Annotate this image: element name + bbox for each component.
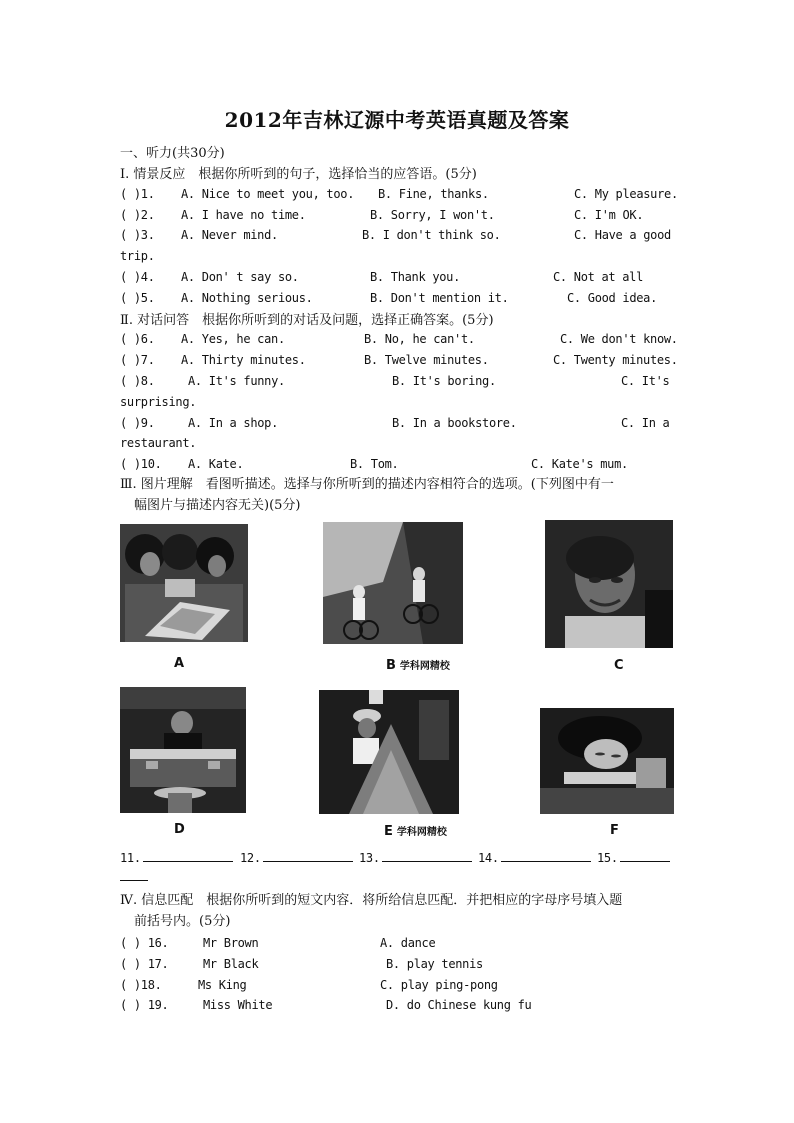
q3-option-c-continued: trip. [120, 249, 155, 263]
q8-option-c-continued: surprising. [120, 395, 197, 409]
part4-heading: Ⅳ. 信息匹配 根据你所听到的短文内容．将所给信息匹配．并把相应的字母序号填入题 [120, 893, 623, 908]
part3-heading-line2: 幅图片与描述内容无关)(5分) [134, 498, 301, 513]
part1-heading: Ⅰ. 情景反应 根据你所听到的句子，选择恰当的应答语。(5分) [120, 167, 477, 182]
q19-number: ( ) 19. [120, 998, 169, 1012]
q6-option-c: C. We don't know. [560, 332, 678, 346]
q7-option-b: B. Twelve minutes. [364, 353, 489, 367]
q2-number: ( )2. [120, 208, 155, 222]
picture-a-label: A [174, 656, 185, 671]
picture-b-label: B 学科网精校 [386, 658, 450, 673]
answer-blank-15[interactable]: 15. [597, 849, 670, 865]
q7-number: ( )7. [120, 353, 155, 367]
q16-number: ( ) 16. [120, 936, 169, 950]
q1-number: ( )1. [120, 187, 155, 201]
q17-option: B. play tennis [386, 957, 483, 971]
page-title: 2012年吉林辽源中考英语真题及答案 [224, 108, 570, 132]
q19-option: D. do Chinese kung fu [386, 998, 532, 1012]
section-heading-listening: 一、听力(共30分) [120, 146, 225, 161]
q8-option-b: B. It's boring. [392, 374, 496, 388]
q7-option-a: A. Thirty minutes. [181, 353, 306, 367]
q10-option-c: C. Kate's mum. [531, 457, 628, 471]
q4-option-a: A. Don' t say so. [181, 270, 299, 284]
picture-d [120, 687, 246, 813]
q16-name: Mr Brown [203, 936, 259, 950]
q9-option-c: C. In a [621, 416, 670, 430]
q9-option-c-continued: restaurant. [120, 436, 197, 450]
q17-name: Mr Black [203, 957, 259, 971]
picture-c-label: C [614, 658, 624, 673]
q6-option-a: A. Yes, he can. [181, 332, 285, 346]
q8-option-c: C. It's [621, 374, 670, 388]
picture-e [319, 690, 459, 814]
q7-option-c: C. Twenty minutes. [553, 353, 678, 367]
part3-heading: Ⅲ. 图片理解 看图听描述。选择与你所听到的描述内容相符合的选项。(下列图中有一 [120, 477, 614, 492]
q4-number: ( )4. [120, 270, 155, 284]
q16-option: A. dance [380, 936, 436, 950]
q2-option-c: C. I'm OK. [574, 208, 644, 222]
picture-e-label: E 学科网精校 [384, 824, 447, 839]
q10-option-a: A. Kate. [188, 457, 244, 471]
answer-blank-13[interactable]: 13. [359, 849, 472, 865]
q9-number: ( )9. [120, 416, 155, 430]
q5-number: ( )5. [120, 291, 155, 305]
picture-f [540, 708, 674, 814]
q19-name: Miss White [203, 998, 273, 1012]
part2-heading: Ⅱ. 对话问答 根据你所听到的对话及问题，选择正确答案。(5分) [120, 313, 494, 328]
q8-number: ( )8. [120, 374, 155, 388]
picture-e-watermark: 学科网精校 [396, 827, 447, 838]
q3-option-a: A. Never mind. [181, 228, 278, 242]
q6-option-b: B. No, he can't. [364, 332, 475, 346]
q17-number: ( ) 17. [120, 957, 169, 971]
q5-option-a: A. Nothing serious. [181, 291, 313, 305]
q9-option-a: A. In a shop. [188, 416, 279, 430]
picture-b [323, 522, 463, 644]
picture-a [120, 524, 248, 642]
q10-number: ( )10. [120, 457, 162, 471]
q3-option-c: C. Have a good [574, 228, 671, 242]
q5-option-c: C. Good idea. [567, 291, 658, 305]
answer-blank-12[interactable]: 12. [240, 849, 353, 865]
picture-f-label: F [610, 823, 619, 838]
q3-option-b: B. I don't think so. [362, 228, 501, 242]
q1-option-c: C. My pleasure. [574, 187, 678, 201]
q8-option-a: A. It's funny. [188, 374, 285, 388]
picture-d-label: D [174, 822, 185, 837]
q6-number: ( )6. [120, 332, 155, 346]
q4-option-c: C. Not at all [553, 270, 644, 284]
q2-option-b: B. Sorry, I won't. [370, 208, 495, 222]
answer-blank-11[interactable]: 11. [120, 849, 233, 865]
q2-option-a: A. I have no time. [181, 208, 306, 222]
picture-b-watermark: 学科网精校 [399, 661, 450, 672]
answer-blank-14[interactable]: 14. [478, 849, 591, 865]
q1-option-a: A. Nice to meet you, too. [181, 187, 355, 201]
q4-option-b: B. Thank you. [370, 270, 461, 284]
q9-option-b: B. In a bookstore. [392, 416, 517, 430]
answer-blank-15-continued[interactable] [120, 868, 148, 881]
q18-number: ( )18. [120, 978, 162, 992]
part4-heading-line2: 前括号内。(5分) [134, 914, 231, 929]
q1-option-b: B. Fine, thanks. [378, 187, 489, 201]
q5-option-b: B. Don't mention it. [370, 291, 509, 305]
picture-c [545, 520, 673, 648]
q10-option-b: B. Tom. [350, 457, 399, 471]
q3-number: ( )3. [120, 228, 155, 242]
q18-option: C. play ping-pong [380, 978, 498, 992]
q18-name: Ms King [198, 978, 247, 992]
